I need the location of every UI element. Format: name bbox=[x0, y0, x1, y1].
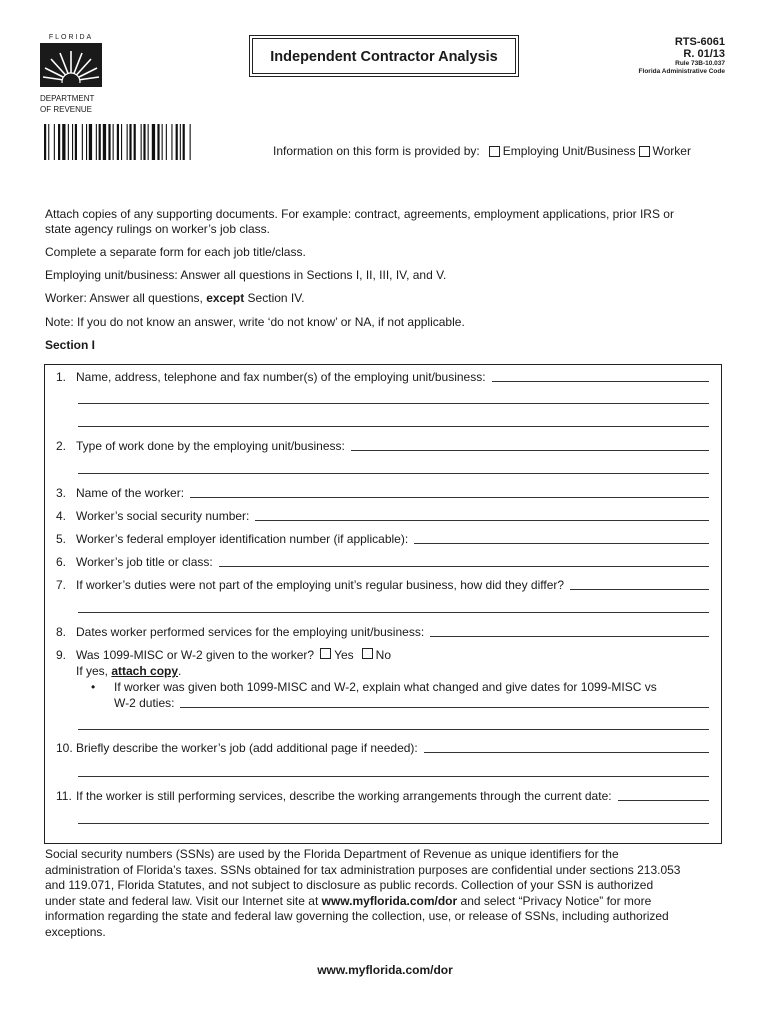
barcode-icon bbox=[44, 124, 230, 160]
q2-input-line2[interactable] bbox=[78, 473, 709, 474]
q9-w2-duties-input[interactable] bbox=[180, 696, 709, 708]
privacy-link[interactable]: www.myflorida.com/dor bbox=[321, 893, 458, 908]
q1-input[interactable] bbox=[492, 370, 709, 382]
employing-unit-label: Employing Unit/Business bbox=[502, 144, 636, 158]
question-8: 8. Dates worker performed services for the employing unit/business: bbox=[56, 625, 709, 640]
logo-dept-line2: OF REVENUE bbox=[40, 105, 93, 114]
question-2: 2. Type of work done by the employing unit/business: bbox=[56, 439, 709, 454]
q10-input[interactable] bbox=[424, 741, 709, 753]
note-instruction: Note: If you do not know an answer, write ‘do not know’ or NA, if not applicable. bbox=[45, 315, 465, 329]
question-3: 3. Name of the worker: bbox=[56, 486, 709, 501]
q3-input[interactable] bbox=[190, 486, 709, 498]
form-rule: Rule 73B-10.037 bbox=[675, 60, 725, 67]
separate-form-instruction: Complete a separate form for each job title/class. bbox=[45, 245, 306, 259]
question-7: 7. If worker’s duties were not part of the employing unit’s regular business, how did they differ? bbox=[56, 578, 709, 593]
logo-state-text: FLORIDA bbox=[48, 34, 94, 41]
form-code: Florida Administrative Code bbox=[638, 68, 725, 75]
q1-input-line2[interactable] bbox=[78, 403, 709, 404]
section-i-box bbox=[44, 364, 722, 844]
question-5: 5. Worker’s federal employer identification number (if applicable): bbox=[56, 532, 709, 547]
attach-instruction-line2: state agency rulings on worker’s job class. bbox=[45, 222, 270, 236]
provider-line bbox=[273, 144, 691, 158]
worker-label: Worker bbox=[652, 144, 691, 158]
form-number: RTS-6061 bbox=[674, 36, 725, 48]
section-heading: Section I bbox=[45, 338, 96, 352]
q10-input-line2[interactable] bbox=[78, 776, 709, 777]
attach-copy-text: attach copy bbox=[111, 664, 179, 678]
question-10: 10. Briefly describe the worker’s job (add additional page if needed): bbox=[56, 741, 709, 756]
question-6: 6. Worker’s job title or class: bbox=[56, 555, 709, 570]
q8-input[interactable] bbox=[430, 625, 709, 637]
worker-checkbox[interactable] bbox=[639, 146, 650, 157]
logo-dept-line1: DEPARTMENT bbox=[40, 94, 95, 103]
q9-no-checkbox[interactable] bbox=[362, 648, 373, 659]
q11-input-line2[interactable] bbox=[78, 823, 709, 824]
attach-instruction-line1: Attach copies of any supporting documents. For example: contract, agreements, employment applications, prior IRS or bbox=[45, 207, 674, 221]
dor-logo bbox=[40, 34, 102, 114]
q9-input-line2[interactable] bbox=[78, 729, 709, 730]
form-meta bbox=[639, 36, 725, 76]
employing-instruction: Employing unit/business: Answer all questions in Sections I, II, III, IV, and V. bbox=[45, 268, 447, 282]
q4-input[interactable] bbox=[255, 509, 709, 521]
question-9: 9. Was 1099-MISC or W-2 given to the worker? Yes No bbox=[56, 648, 392, 662]
q6-input[interactable] bbox=[219, 555, 709, 567]
question-11: 11. If the worker is still performing services, describe the working arrangements through the current date: bbox=[56, 789, 709, 804]
footer-url[interactable]: www.myflorida.com/dor bbox=[317, 963, 453, 977]
q9-bullet: • bbox=[91, 680, 96, 694]
form-revision: R. 01/13 bbox=[683, 48, 725, 60]
worker-instruction: Worker: Answer all questions, except Section IV. bbox=[45, 291, 305, 305]
form-title-box bbox=[252, 38, 516, 74]
q9-bullet-text: If worker was given both 1099-MISC and W-2, explain what changed and give dates for 1099-MISC vs bbox=[114, 680, 657, 694]
q9-yes-label: Yes bbox=[334, 648, 354, 662]
q9-yes-checkbox[interactable] bbox=[320, 648, 331, 659]
q9-if-yes: If yes, attach copy. bbox=[76, 664, 182, 678]
question-1: 1. Name, address, telephone and fax number(s) of the employing unit/business: bbox=[56, 370, 709, 385]
q1-input-line3[interactable] bbox=[78, 426, 709, 427]
q11-input[interactable] bbox=[618, 789, 709, 801]
q2-input[interactable] bbox=[351, 439, 709, 451]
q9-no-label: No bbox=[375, 648, 392, 662]
form-title: Independent Contractor Analysis bbox=[270, 49, 498, 65]
privacy-notice: Social security numbers (SSNs) are used by the Florida Department of Revenue as unique identifiers for the administration of Florida’s taxes. SSNs obtained for tax administration purposes are confidential under sections 213.053 and 119.071, Florida Statutes, and not subject to disclosure as public records. Collection of your SSN is authorized under state and federal law. Visit our Internet site at www.myflorida.com/dor and select “Privacy Notice” for more information regarding the state and federal law governing the collection, use, or release of SSNs, including authorized exceptions. bbox=[45, 847, 681, 939]
sunburst-icon bbox=[40, 41, 102, 87]
employing-unit-checkbox[interactable] bbox=[489, 146, 500, 157]
q7-input-line2[interactable] bbox=[78, 612, 709, 613]
q9-w2-duties: W-2 duties: bbox=[114, 696, 709, 711]
question-4: 4. Worker’s social security number: bbox=[56, 509, 709, 524]
q7-input[interactable] bbox=[570, 578, 709, 590]
q5-input[interactable] bbox=[414, 532, 709, 544]
provider-prompt: Information on this form is provided by: bbox=[273, 144, 480, 158]
